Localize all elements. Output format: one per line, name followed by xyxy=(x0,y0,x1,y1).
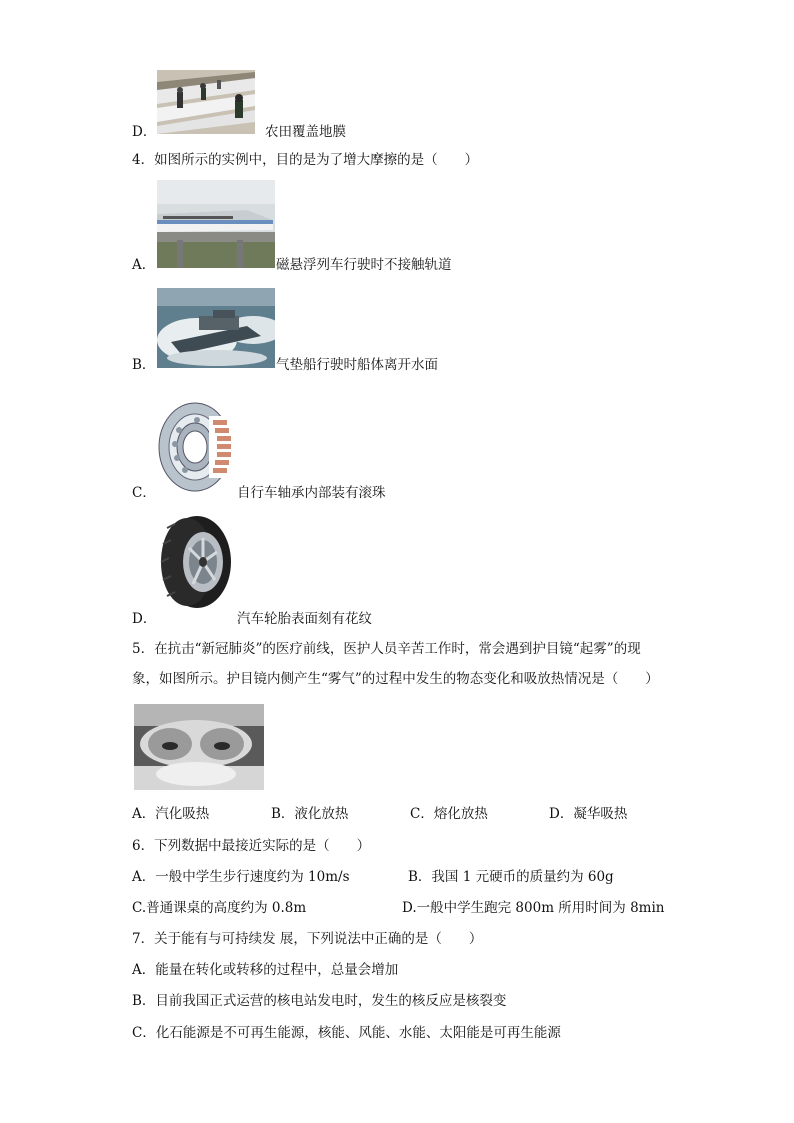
q4-stem: 4．如图所示的实例中，目的是为了增大摩擦的是（ ） xyxy=(132,152,479,168)
q5-option-c: C．熔化放热 xyxy=(410,806,488,822)
farm-film-photo xyxy=(157,70,255,134)
q4-option-b-text: 气垫船行驶时船体离开水面 xyxy=(276,357,438,373)
q4-option-c-letter: C． xyxy=(132,485,156,501)
q4-option-d-text: 汽车轮胎表面刻有花纹 xyxy=(237,611,372,627)
car-tire-photo xyxy=(157,514,235,610)
q3-option-d-text: 农田覆盖地膜 xyxy=(265,124,346,140)
q5-option-d: D．凝华吸热 xyxy=(549,806,628,822)
q3-option-d-letter: D． xyxy=(132,124,157,140)
q4-option-c-text: 自行车轴承内部装有滚珠 xyxy=(237,485,386,501)
ball-bearing-illustration xyxy=(157,400,235,494)
hovercraft-photo xyxy=(157,288,275,368)
q5-stem-line2: 象，如图所示。护目镜内侧产生“雾气”的过程中发生的物态变化和吸放热情况是（ ） xyxy=(132,671,659,687)
q5-stem-line1: 5．在抗击“新冠肺炎”的医疗前线，医护人员辛苦工作时，常会遇到护目镜“起雾”的现 xyxy=(132,641,641,657)
q6-option-b: B．我国 1 元硬币的质量约为 60g xyxy=(408,869,614,885)
goggles-photo xyxy=(134,704,264,790)
maglev-train-photo xyxy=(157,180,275,268)
q6-option-d: D.一般中学生跑完 800m 所用时间为 8min xyxy=(402,900,665,916)
q4-option-a-letter: A． xyxy=(132,257,156,273)
q5-option-a: A．汽化吸热 xyxy=(132,806,210,822)
q7-option-a: A．能量在转化或转移的过程中，总量会增加 xyxy=(132,962,399,978)
q4-option-b-letter: B． xyxy=(132,357,156,373)
q5-option-b: B．液化放热 xyxy=(271,806,349,822)
q4-option-d-letter: D． xyxy=(132,611,157,627)
q6-option-c: C.普通课桌的高度约为 0.8m xyxy=(132,900,307,916)
q7-stem: 7．关于能有与可持续发 展，下列说法中正确的是（ ） xyxy=(132,931,483,947)
q7-option-c: C．化石能源是不可再生能源，核能、风能、水能、太阳能是可再生能源 xyxy=(132,1025,561,1041)
q6-option-a: A．一般中学生步行速度约为 10m/s xyxy=(132,869,350,885)
q4-option-a-text: 磁悬浮列车行驶时不接触轨道 xyxy=(276,257,452,273)
q7-option-b: B．目前我国正式运营的核电站发电时，发生的核反应是核裂变 xyxy=(132,993,507,1009)
q6-stem: 6．下列数据中最接近实际的是（ ） xyxy=(132,838,371,854)
